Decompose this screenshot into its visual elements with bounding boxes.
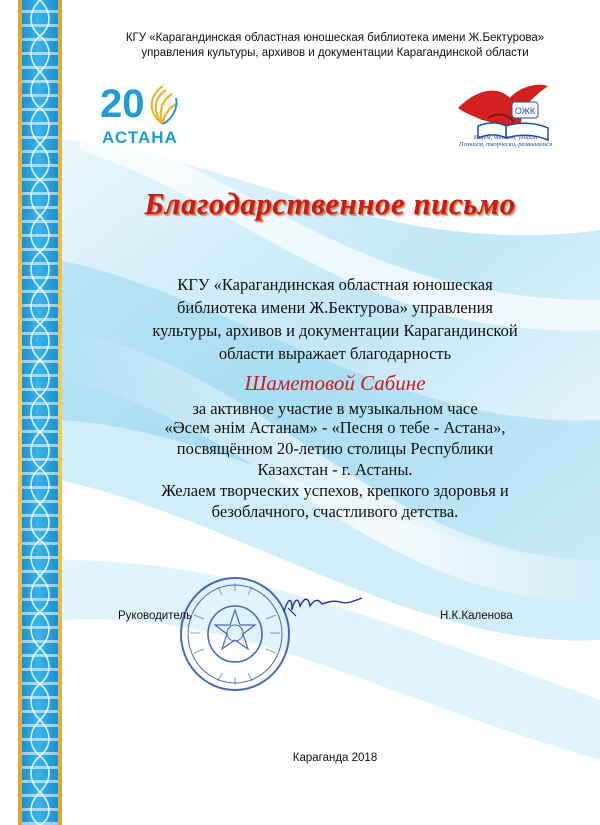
signer-name: Н.К.Каленова (440, 610, 513, 622)
emblem-caption-1: Ищем, читаем, узнаём (473, 134, 538, 141)
reason-line-4: Казахстан - г. Астаны. (257, 460, 413, 479)
reason-line-6: безоблачного, счастливого детства. (211, 502, 459, 521)
official-stamp (178, 575, 293, 693)
reason-line-3: посвящённом 20-летию столицы Республики (176, 439, 494, 458)
emblem-caption (453, 134, 558, 148)
handwritten-signature (278, 590, 368, 620)
header-line-1: КГУ «Карагандинская областная юношеская библиотека имени Ж.Бектурова» (125, 32, 545, 44)
emblem-caption-2: Познаём, творчески, развиваемся (458, 141, 553, 148)
city-year: Караганда 2018 (292, 752, 378, 764)
logo-number: 20 (100, 82, 145, 126)
emblem-letters: ОЖК (514, 106, 536, 116)
org-line-4: области выражает благодарность (218, 344, 452, 363)
logo-word: АСТАНА (102, 128, 178, 147)
page-title: Благодарственное письмо (144, 186, 516, 221)
sun-leaf-icon (146, 84, 180, 126)
ornamental-border (22, 0, 58, 825)
org-line-3: культуры, архивов и документации Карагандинской (152, 321, 518, 340)
recipient-name: Шаметовой Сабине (244, 371, 426, 395)
reason-line-1: за активное участие в музыкальном часе (192, 399, 478, 418)
reason-line-2: «Әсем әнім Астанам» - «Песня о тебе - Астана», (164, 418, 506, 437)
gold-border-left (18, 0, 22, 825)
gold-border-right (58, 0, 62, 825)
org-line-1: КГУ «Карагандинская областная юношеская (177, 275, 493, 294)
org-line-2: библиотека имени Ж.Бектурова» управления (177, 298, 493, 317)
ornament-pattern (22, 0, 58, 825)
reason-line-5: Желаем творческих успехов, крепкого здоровья и (161, 481, 509, 500)
header-line-2: управления культуры, архивов и документации Карагандинской области (141, 47, 529, 59)
signer-role: Руководитель (118, 610, 193, 622)
astana-20-logo (100, 84, 190, 154)
